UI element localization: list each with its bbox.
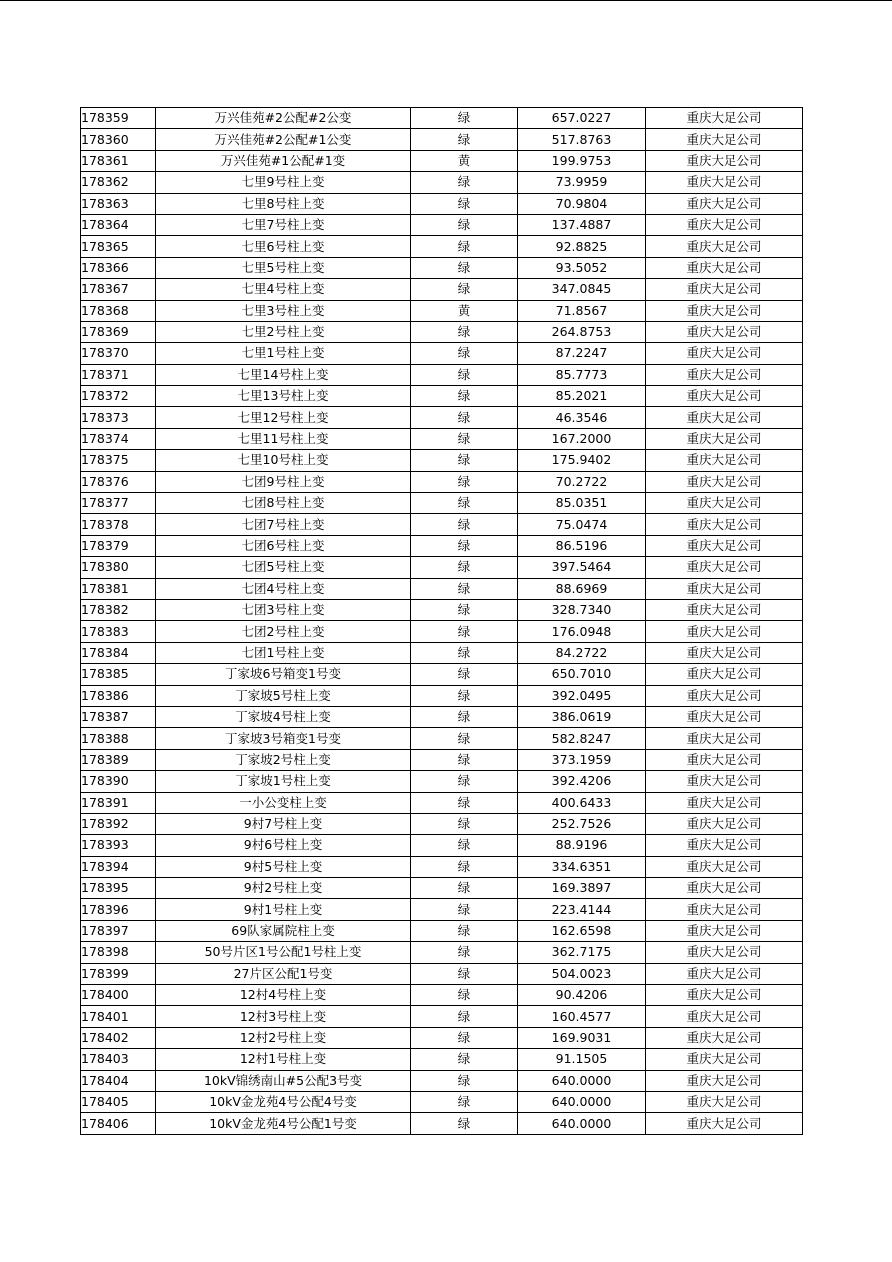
cell-id: 178399	[81, 963, 156, 984]
table-row	[81, 642, 803, 663]
cell-id: 178360	[81, 129, 156, 150]
table-row	[81, 150, 803, 171]
cell-transformer-name: 12村3号柱上变	[156, 1006, 411, 1027]
cell-company: 重庆大足公司	[646, 963, 803, 984]
cell-transformer-name: 万兴佳苑#1公配#1变	[156, 150, 411, 171]
cell-value: 90.4206	[518, 985, 646, 1006]
table-row	[81, 1049, 803, 1070]
cell-id: 178391	[81, 792, 156, 813]
cell-status: 绿	[411, 728, 518, 749]
cell-value: 328.7340	[518, 599, 646, 620]
cell-transformer-name: 七里12号柱上变	[156, 407, 411, 428]
cell-status: 绿	[411, 642, 518, 663]
cell-company: 重庆大足公司	[646, 193, 803, 214]
cell-transformer-name: 丁家坡5号柱上变	[156, 685, 411, 706]
cell-company: 重庆大足公司	[646, 150, 803, 171]
cell-id: 178390	[81, 771, 156, 792]
cell-status: 绿	[411, 749, 518, 770]
cell-status: 黄	[411, 300, 518, 321]
cell-status: 绿	[411, 813, 518, 834]
cell-transformer-name: 50号片区1号公配1号柱上变	[156, 942, 411, 963]
cell-value: 73.9959	[518, 172, 646, 193]
cell-company: 重庆大足公司	[646, 771, 803, 792]
cell-company: 重庆大足公司	[646, 129, 803, 150]
cell-status: 绿	[411, 321, 518, 342]
cell-transformer-name: 9村6号柱上变	[156, 835, 411, 856]
cell-value: 582.8247	[518, 728, 646, 749]
cell-value: 169.9031	[518, 1027, 646, 1048]
cell-transformer-name: 七团9号柱上变	[156, 471, 411, 492]
table-row	[81, 129, 803, 150]
cell-id: 178376	[81, 471, 156, 492]
cell-transformer-name: 12村1号柱上变	[156, 1049, 411, 1070]
cell-value: 87.2247	[518, 343, 646, 364]
cell-status: 绿	[411, 599, 518, 620]
cell-id: 178397	[81, 920, 156, 941]
cell-status: 绿	[411, 835, 518, 856]
cell-company: 重庆大足公司	[646, 942, 803, 963]
cell-status: 绿	[411, 920, 518, 941]
cell-status: 绿	[411, 364, 518, 385]
cell-status: 绿	[411, 471, 518, 492]
cell-company: 重庆大足公司	[646, 920, 803, 941]
cell-company: 重庆大足公司	[646, 813, 803, 834]
cell-id: 178380	[81, 557, 156, 578]
cell-value: 162.6598	[518, 920, 646, 941]
cell-company: 重庆大足公司	[646, 428, 803, 449]
cell-value: 85.0351	[518, 493, 646, 514]
cell-company: 重庆大足公司	[646, 578, 803, 599]
cell-company: 重庆大足公司	[646, 300, 803, 321]
cell-company: 重庆大足公司	[646, 856, 803, 877]
cell-value: 88.6969	[518, 578, 646, 599]
cell-transformer-name: 10kV金龙苑4号公配1号变	[156, 1113, 411, 1134]
cell-transformer-name: 万兴佳苑#2公配#1公变	[156, 129, 411, 150]
cell-value: 88.9196	[518, 835, 646, 856]
cell-status: 绿	[411, 706, 518, 727]
cell-value: 386.0619	[518, 706, 646, 727]
table-row	[81, 771, 803, 792]
cell-value: 400.6433	[518, 792, 646, 813]
cell-transformer-name: 10kV锦绣南山#5公配3号变	[156, 1070, 411, 1091]
table-row	[81, 685, 803, 706]
cell-id: 178373	[81, 407, 156, 428]
table-row	[81, 706, 803, 727]
cell-transformer-name: 69队家属院柱上变	[156, 920, 411, 941]
cell-transformer-name: 丁家坡6号箱变1号变	[156, 664, 411, 685]
cell-id: 178359	[81, 108, 156, 129]
cell-status: 绿	[411, 771, 518, 792]
cell-transformer-name: 七里4号柱上变	[156, 279, 411, 300]
cell-id: 178370	[81, 343, 156, 364]
table-row	[81, 471, 803, 492]
cell-transformer-name: 七团2号柱上变	[156, 621, 411, 642]
cell-company: 重庆大足公司	[646, 835, 803, 856]
cell-value: 169.3897	[518, 878, 646, 899]
cell-transformer-name: 丁家坡4号柱上变	[156, 706, 411, 727]
cell-value: 650.7010	[518, 664, 646, 685]
table-row	[81, 985, 803, 1006]
cell-company: 重庆大足公司	[646, 792, 803, 813]
cell-id: 178394	[81, 856, 156, 877]
cell-status: 绿	[411, 514, 518, 535]
table-row	[81, 1091, 803, 1112]
cell-company: 重庆大足公司	[646, 257, 803, 278]
cell-transformer-name: 9村7号柱上变	[156, 813, 411, 834]
table-row	[81, 899, 803, 920]
cell-company: 重庆大足公司	[646, 279, 803, 300]
cell-transformer-name: 七里8号柱上变	[156, 193, 411, 214]
table-row	[81, 728, 803, 749]
cell-id: 178396	[81, 899, 156, 920]
cell-company: 重庆大足公司	[646, 599, 803, 620]
cell-id: 178389	[81, 749, 156, 770]
cell-id: 178384	[81, 642, 156, 663]
cell-transformer-name: 七团4号柱上变	[156, 578, 411, 599]
table-row	[81, 407, 803, 428]
cell-transformer-name: 七团7号柱上变	[156, 514, 411, 535]
table-row	[81, 792, 803, 813]
cell-company: 重庆大足公司	[646, 214, 803, 235]
cell-transformer-name: 9村1号柱上变	[156, 899, 411, 920]
cell-id: 178369	[81, 321, 156, 342]
cell-value: 91.1505	[518, 1049, 646, 1070]
cell-status: 绿	[411, 1070, 518, 1091]
cell-status: 绿	[411, 108, 518, 129]
table-row	[81, 535, 803, 556]
cell-status: 绿	[411, 685, 518, 706]
table-row	[81, 920, 803, 941]
table-row	[81, 878, 803, 899]
cell-company: 重庆大足公司	[646, 749, 803, 770]
cell-company: 重庆大足公司	[646, 535, 803, 556]
table-row	[81, 664, 803, 685]
cell-company: 重庆大足公司	[646, 386, 803, 407]
cell-value: 46.3546	[518, 407, 646, 428]
cell-value: 167.2000	[518, 428, 646, 449]
cell-value: 397.5464	[518, 557, 646, 578]
cell-value: 70.9804	[518, 193, 646, 214]
cell-id: 178378	[81, 514, 156, 535]
cell-status: 绿	[411, 172, 518, 193]
cell-status: 绿	[411, 407, 518, 428]
cell-transformer-name: 9村2号柱上变	[156, 878, 411, 899]
cell-id: 178372	[81, 386, 156, 407]
cell-id: 178386	[81, 685, 156, 706]
cell-status: 绿	[411, 1006, 518, 1027]
cell-id: 178383	[81, 621, 156, 642]
cell-company: 重庆大足公司	[646, 664, 803, 685]
table-row	[81, 514, 803, 535]
cell-transformer-name: 丁家坡3号箱变1号变	[156, 728, 411, 749]
cell-company: 重庆大足公司	[646, 878, 803, 899]
cell-company: 重庆大足公司	[646, 471, 803, 492]
cell-value: 392.0495	[518, 685, 646, 706]
table-row	[81, 749, 803, 770]
cell-value: 347.0845	[518, 279, 646, 300]
cell-id: 178375	[81, 450, 156, 471]
table-row	[81, 1070, 803, 1091]
cell-transformer-name: 12村2号柱上变	[156, 1027, 411, 1048]
cell-id: 178363	[81, 193, 156, 214]
cell-value: 640.0000	[518, 1091, 646, 1112]
cell-status: 绿	[411, 792, 518, 813]
cell-value: 373.1959	[518, 749, 646, 770]
table-row	[81, 300, 803, 321]
cell-transformer-name: 12村4号柱上变	[156, 985, 411, 1006]
cell-id: 178403	[81, 1049, 156, 1070]
cell-value: 86.5196	[518, 535, 646, 556]
table-row	[81, 214, 803, 235]
cell-status: 绿	[411, 450, 518, 471]
page-top-border	[0, 0, 892, 1]
cell-transformer-name: 七里2号柱上变	[156, 321, 411, 342]
table-row	[81, 279, 803, 300]
cell-value: 252.7526	[518, 813, 646, 834]
table-row	[81, 1027, 803, 1048]
table-row	[81, 835, 803, 856]
cell-transformer-name: 七团3号柱上变	[156, 599, 411, 620]
cell-company: 重庆大足公司	[646, 514, 803, 535]
cell-id: 178405	[81, 1091, 156, 1112]
cell-status: 绿	[411, 279, 518, 300]
cell-status: 绿	[411, 621, 518, 642]
cell-status: 绿	[411, 236, 518, 257]
cell-status: 绿	[411, 1027, 518, 1048]
cell-transformer-name: 丁家坡1号柱上变	[156, 771, 411, 792]
table-row	[81, 364, 803, 385]
table-row	[81, 108, 803, 129]
cell-company: 重庆大足公司	[646, 621, 803, 642]
cell-value: 504.0023	[518, 963, 646, 984]
cell-status: 绿	[411, 899, 518, 920]
table-row	[81, 493, 803, 514]
cell-transformer-name: 七里9号柱上变	[156, 172, 411, 193]
cell-company: 重庆大足公司	[646, 985, 803, 1006]
cell-id: 178365	[81, 236, 156, 257]
cell-id: 178406	[81, 1113, 156, 1134]
cell-value: 84.2722	[518, 642, 646, 663]
cell-transformer-name: 七团8号柱上变	[156, 493, 411, 514]
cell-status: 绿	[411, 942, 518, 963]
cell-id: 178404	[81, 1070, 156, 1091]
cell-id: 178362	[81, 172, 156, 193]
cell-value: 640.0000	[518, 1113, 646, 1134]
cell-id: 178385	[81, 664, 156, 685]
table-row	[81, 813, 803, 834]
cell-company: 重庆大足公司	[646, 321, 803, 342]
cell-status: 绿	[411, 664, 518, 685]
cell-id: 178371	[81, 364, 156, 385]
cell-value: 137.4887	[518, 214, 646, 235]
cell-value: 160.4577	[518, 1006, 646, 1027]
table-row	[81, 450, 803, 471]
cell-status: 绿	[411, 963, 518, 984]
cell-company: 重庆大足公司	[646, 1049, 803, 1070]
cell-status: 绿	[411, 1113, 518, 1134]
cell-value: 334.6351	[518, 856, 646, 877]
cell-id: 178393	[81, 835, 156, 856]
table-row	[81, 321, 803, 342]
cell-status: 绿	[411, 856, 518, 877]
cell-company: 重庆大足公司	[646, 685, 803, 706]
cell-company: 重庆大足公司	[646, 172, 803, 193]
table-row	[81, 257, 803, 278]
cell-status: 黄	[411, 150, 518, 171]
cell-value: 85.7773	[518, 364, 646, 385]
cell-transformer-name: 七团1号柱上变	[156, 642, 411, 663]
cell-value: 640.0000	[518, 1070, 646, 1091]
cell-id: 178361	[81, 150, 156, 171]
cell-status: 绿	[411, 1049, 518, 1070]
cell-id: 178395	[81, 878, 156, 899]
cell-company: 重庆大足公司	[646, 407, 803, 428]
table-row	[81, 621, 803, 642]
cell-company: 重庆大足公司	[646, 1006, 803, 1027]
cell-value: 85.2021	[518, 386, 646, 407]
table-row	[81, 856, 803, 877]
cell-transformer-name: 10kV金龙苑4号公配4号变	[156, 1091, 411, 1112]
cell-id: 178392	[81, 813, 156, 834]
cell-transformer-name: 七里1号柱上变	[156, 343, 411, 364]
cell-id: 178377	[81, 493, 156, 514]
cell-transformer-name: 9村5号柱上变	[156, 856, 411, 877]
cell-transformer-name: 七里13号柱上变	[156, 386, 411, 407]
cell-value: 199.9753	[518, 150, 646, 171]
cell-id: 178368	[81, 300, 156, 321]
table-row	[81, 172, 803, 193]
cell-company: 重庆大足公司	[646, 450, 803, 471]
cell-transformer-name: 七团6号柱上变	[156, 535, 411, 556]
cell-id: 178398	[81, 942, 156, 963]
cell-company: 重庆大足公司	[646, 343, 803, 364]
cell-status: 绿	[411, 493, 518, 514]
cell-status: 绿	[411, 214, 518, 235]
table-body	[81, 108, 803, 1135]
cell-company: 重庆大足公司	[646, 1091, 803, 1112]
cell-id: 178387	[81, 706, 156, 727]
cell-value: 657.0227	[518, 108, 646, 129]
table-row	[81, 599, 803, 620]
cell-value: 70.2722	[518, 471, 646, 492]
cell-transformer-name: 七团5号柱上变	[156, 557, 411, 578]
cell-transformer-name: 七里6号柱上变	[156, 236, 411, 257]
cell-id: 178381	[81, 578, 156, 599]
cell-company: 重庆大足公司	[646, 108, 803, 129]
cell-status: 绿	[411, 193, 518, 214]
cell-transformer-name: 七里10号柱上变	[156, 450, 411, 471]
cell-transformer-name: 丁家坡2号柱上变	[156, 749, 411, 770]
cell-company: 重庆大足公司	[646, 1113, 803, 1134]
cell-transformer-name: 七里5号柱上变	[156, 257, 411, 278]
cell-company: 重庆大足公司	[646, 1027, 803, 1048]
table-row	[81, 942, 803, 963]
cell-id: 178379	[81, 535, 156, 556]
cell-status: 绿	[411, 129, 518, 150]
cell-status: 绿	[411, 428, 518, 449]
table-row	[81, 557, 803, 578]
cell-status: 绿	[411, 878, 518, 899]
cell-value: 223.4144	[518, 899, 646, 920]
cell-transformer-name: 万兴佳苑#2公配#2公变	[156, 108, 411, 129]
cell-status: 绿	[411, 1091, 518, 1112]
cell-transformer-name: 七里7号柱上变	[156, 214, 411, 235]
cell-transformer-name: 一小公变柱上变	[156, 792, 411, 813]
cell-status: 绿	[411, 557, 518, 578]
cell-transformer-name: 七里11号柱上变	[156, 428, 411, 449]
cell-id: 178366	[81, 257, 156, 278]
cell-id: 178364	[81, 214, 156, 235]
cell-status: 绿	[411, 257, 518, 278]
cell-company: 重庆大足公司	[646, 493, 803, 514]
cell-transformer-name: 27片区公配1号变	[156, 963, 411, 984]
cell-status: 绿	[411, 343, 518, 364]
cell-value: 92.8825	[518, 236, 646, 257]
cell-company: 重庆大足公司	[646, 706, 803, 727]
table-row	[81, 1006, 803, 1027]
cell-status: 绿	[411, 578, 518, 599]
table-row	[81, 1113, 803, 1134]
cell-value: 264.8753	[518, 321, 646, 342]
cell-id: 178402	[81, 1027, 156, 1048]
table-row	[81, 193, 803, 214]
table-row	[81, 428, 803, 449]
table-row	[81, 963, 803, 984]
cell-company: 重庆大足公司	[646, 236, 803, 257]
cell-transformer-name: 七里14号柱上变	[156, 364, 411, 385]
transformer-table	[80, 107, 803, 1135]
cell-status: 绿	[411, 985, 518, 1006]
cell-company: 重庆大足公司	[646, 1070, 803, 1091]
cell-id: 178367	[81, 279, 156, 300]
cell-value: 93.5052	[518, 257, 646, 278]
cell-company: 重庆大足公司	[646, 728, 803, 749]
cell-status: 绿	[411, 535, 518, 556]
cell-value: 71.8567	[518, 300, 646, 321]
cell-status: 绿	[411, 386, 518, 407]
cell-value: 176.0948	[518, 621, 646, 642]
cell-id: 178400	[81, 985, 156, 1006]
cell-transformer-name: 七里3号柱上变	[156, 300, 411, 321]
cell-value: 362.7175	[518, 942, 646, 963]
table-row	[81, 386, 803, 407]
cell-id: 178388	[81, 728, 156, 749]
table-row	[81, 236, 803, 257]
table-row	[81, 578, 803, 599]
cell-id: 178374	[81, 428, 156, 449]
table-row	[81, 343, 803, 364]
cell-value: 517.8763	[518, 129, 646, 150]
cell-value: 75.0474	[518, 514, 646, 535]
cell-company: 重庆大足公司	[646, 642, 803, 663]
cell-company: 重庆大足公司	[646, 557, 803, 578]
cell-id: 178401	[81, 1006, 156, 1027]
cell-company: 重庆大足公司	[646, 899, 803, 920]
cell-value: 392.4206	[518, 771, 646, 792]
cell-id: 178382	[81, 599, 156, 620]
cell-value: 175.9402	[518, 450, 646, 471]
cell-company: 重庆大足公司	[646, 364, 803, 385]
